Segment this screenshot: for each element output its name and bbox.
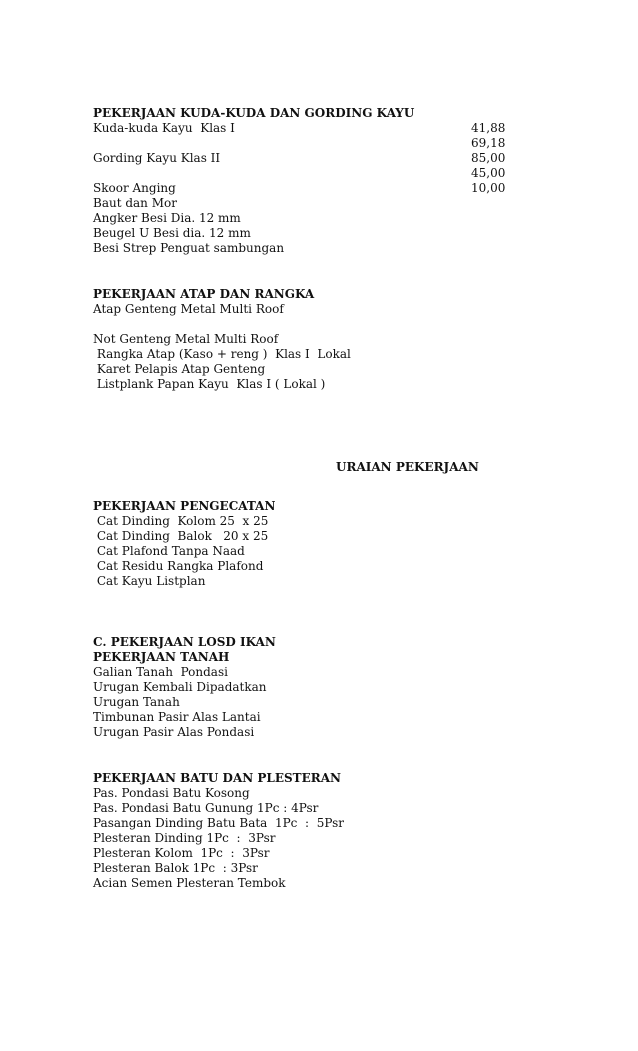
batu-item-3: Pasangan Dinding Batu Bata 1Pc : 5Psr bbox=[93, 816, 344, 830]
atap-item-4: Karet Pelapis Atap Genteng bbox=[93, 362, 266, 376]
kuda-item-5: Angker Besi Dia. 12 mm bbox=[93, 211, 241, 225]
uraian-title: URAIAN PEKERJAAN bbox=[336, 460, 479, 474]
kuda-item-7: Besi Strep Penguat sambungan bbox=[93, 241, 285, 255]
pengecatan-heading: PEKERJAAN PENGECATAN bbox=[93, 499, 276, 513]
atap-item-2: Not Genteng Metal Multi Roof bbox=[93, 332, 279, 346]
kuda-item-2: Gording Kayu Klas II bbox=[93, 151, 221, 165]
kuda-value-4: 45,00 bbox=[471, 166, 506, 180]
kuda-value-3: 85,00 bbox=[471, 151, 506, 165]
losd-item-4: Timbunan Pasir Alas Lantai bbox=[93, 710, 261, 724]
pengecatan-item-1: Cat Dinding Kolom 25 x 25 bbox=[93, 514, 269, 528]
batu-item-2: Pas. Pondasi Batu Gunung 1Pc : 4Psr bbox=[93, 801, 319, 815]
batu-item-6: Plesteran Balok 1Pc : 3Psr bbox=[93, 861, 258, 875]
losd-subheading: PEKERJAAN TANAH bbox=[93, 650, 230, 664]
atap-item-3: Rangka Atap (Kaso + reng ) Klas I Lokal bbox=[93, 347, 351, 361]
batu-item-1: Pas. Pondasi Batu Kosong bbox=[93, 786, 250, 800]
batu-heading: PEKERJAAN BATU DAN PLESTERAN bbox=[93, 771, 341, 785]
losd-item-3: Urugan Tanah bbox=[93, 695, 180, 709]
kuda-item-1: Kuda-kuda Kayu Klas I bbox=[93, 121, 235, 135]
pengecatan-item-2: Cat Dinding Balok 20 x 25 bbox=[93, 529, 269, 543]
kuda-value-5: 10,00 bbox=[471, 181, 506, 195]
losd-item-5: Urugan Pasir Alas Pondasi bbox=[93, 725, 255, 739]
kuda-heading: PEKERJAAN KUDA-KUDA DAN GORDING KAYU bbox=[93, 106, 415, 120]
kuda-item-4: Baut dan Mor bbox=[93, 196, 177, 210]
batu-item-5: Plesteran Kolom 1Pc : 3Psr bbox=[93, 846, 270, 860]
atap-heading: PEKERJAAN ATAP DAN RANGKA bbox=[93, 287, 315, 301]
kuda-item-3: Skoor Anging bbox=[93, 181, 176, 195]
batu-item-4: Plesteran Dinding 1Pc : 3Psr bbox=[93, 831, 276, 845]
pengecatan-item-5: Cat Kayu Listplan bbox=[93, 574, 206, 588]
pengecatan-item-3: Cat Plafond Tanpa Naad bbox=[93, 544, 245, 558]
losd-item-2: Urugan Kembali Dipadatkan bbox=[93, 680, 267, 694]
kuda-value-2: 69,18 bbox=[471, 136, 506, 150]
losd-item-1: Galian Tanah Pondasi bbox=[93, 665, 228, 679]
pengecatan-item-4: Cat Residu Rangka Plafond bbox=[93, 559, 264, 573]
kuda-value-1: 41,88 bbox=[471, 121, 506, 135]
kuda-item-6: Beugel U Besi dia. 12 mm bbox=[93, 226, 251, 240]
batu-item-7: Acian Semen Plesteran Tembok bbox=[93, 876, 286, 890]
atap-item-1: Atap Genteng Metal Multi Roof bbox=[93, 302, 284, 316]
losd-heading: C. PEKERJAAN LOSD IKAN bbox=[93, 635, 276, 649]
atap-item-5: Listplank Papan Kayu Klas I ( Lokal ) bbox=[93, 377, 326, 391]
